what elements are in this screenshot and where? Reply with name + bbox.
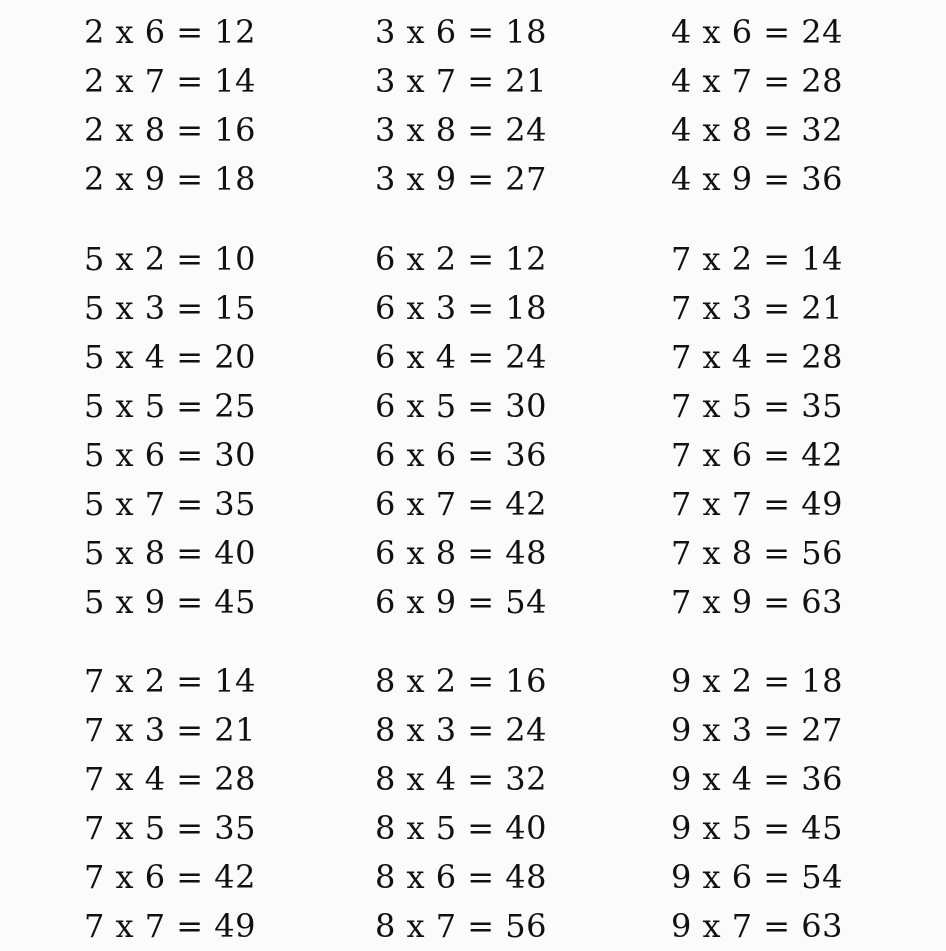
multiplication-fact: 5 x 5 = 25: [84, 387, 256, 425]
multiplication-fact: 7 x 6 = 42: [84, 858, 256, 896]
multiplication-fact: 6 x 6 = 36: [375, 436, 547, 474]
fact-column: [84, 657, 344, 951]
multiplication-fact: 4 x 6 = 24: [671, 13, 843, 51]
multiplication-fact: 9 x 4 = 36: [671, 760, 843, 798]
multiplication-fact: 5 x 7 = 35: [84, 485, 256, 523]
multiplication-fact: 7 x 7 = 49: [671, 485, 843, 523]
multiplication-fact: 7 x 7 = 49: [84, 907, 256, 945]
multiplication-fact: 2 x 8 = 16: [84, 111, 256, 149]
multiplication-fact: 7 x 4 = 28: [671, 338, 843, 376]
multiplication-fact: 5 x 6 = 30: [84, 436, 256, 474]
multiplication-fact: 7 x 3 = 21: [671, 289, 843, 327]
multiplication-fact: 9 x 5 = 45: [671, 809, 843, 847]
multiplication-fact: 8 x 7 = 56: [375, 907, 547, 945]
multiplication-fact: 3 x 6 = 18: [375, 13, 547, 51]
multiplication-fact: 8 x 6 = 48: [375, 858, 547, 896]
multiplication-fact: 5 x 8 = 40: [84, 534, 256, 572]
fact-column: [375, 235, 635, 627]
multiplication-fact: 7 x 2 = 14: [671, 240, 843, 278]
multiplication-fact: 4 x 8 = 32: [671, 111, 843, 149]
multiplication-fact: 9 x 2 = 18: [671, 662, 843, 700]
multiplication-fact: 7 x 5 = 35: [671, 387, 843, 425]
multiplication-fact: 4 x 9 = 36: [671, 160, 843, 198]
fact-column: [671, 235, 931, 627]
multiplication-fact: 7 x 6 = 42: [671, 436, 843, 474]
multiplication-fact: 8 x 4 = 32: [375, 760, 547, 798]
multiplication-fact: 6 x 3 = 18: [375, 289, 547, 327]
multiplication-fact: 6 x 7 = 42: [375, 485, 547, 523]
multiplication-fact: 7 x 3 = 21: [84, 711, 256, 749]
multiplication-fact: 6 x 9 = 54: [375, 583, 547, 621]
multiplication-fact: 8 x 5 = 40: [375, 809, 547, 847]
multiplication-fact: 5 x 2 = 10: [84, 240, 256, 278]
multiplication-fact: 6 x 8 = 48: [375, 534, 547, 572]
multiplication-fact: 6 x 4 = 24: [375, 338, 547, 376]
multiplication-fact: 3 x 9 = 27: [375, 160, 547, 198]
fact-column: [671, 657, 931, 951]
multiplication-fact: 4 x 7 = 28: [671, 62, 843, 100]
multiplication-fact: 7 x 4 = 28: [84, 760, 256, 798]
multiplication-fact: 2 x 6 = 12: [84, 13, 256, 51]
multiplication-fact: 9 x 3 = 27: [671, 711, 843, 749]
multiplication-fact: 7 x 2 = 14: [84, 662, 256, 700]
fact-column: [375, 657, 635, 951]
multiplication-fact: 3 x 8 = 24: [375, 111, 547, 149]
multiplication-fact: 8 x 2 = 16: [375, 662, 547, 700]
multiplication-fact: 7 x 8 = 56: [671, 534, 843, 572]
multiplication-fact: 6 x 5 = 30: [375, 387, 547, 425]
multiplication-fact: 8 x 3 = 24: [375, 711, 547, 749]
multiplication-fact: 7 x 9 = 63: [671, 583, 843, 621]
multiplication-fact: 9 x 7 = 63: [671, 907, 843, 945]
fact-column: [671, 8, 931, 204]
multiplication-fact: 5 x 3 = 15: [84, 289, 256, 327]
multiplication-fact: 9 x 6 = 54: [671, 858, 843, 896]
multiplication-fact: 2 x 9 = 18: [84, 160, 256, 198]
multiplication-fact: 7 x 5 = 35: [84, 809, 256, 847]
multiplication-fact: 5 x 4 = 20: [84, 338, 256, 376]
multiplication-fact: 6 x 2 = 12: [375, 240, 547, 278]
multiplication-fact: 5 x 9 = 45: [84, 583, 256, 621]
multiplication-fact: 3 x 7 = 21: [375, 62, 547, 100]
fact-column: [84, 8, 344, 204]
multiplication-fact: 2 x 7 = 14: [84, 62, 256, 100]
fact-column: [375, 8, 635, 204]
fact-column: [84, 235, 344, 627]
